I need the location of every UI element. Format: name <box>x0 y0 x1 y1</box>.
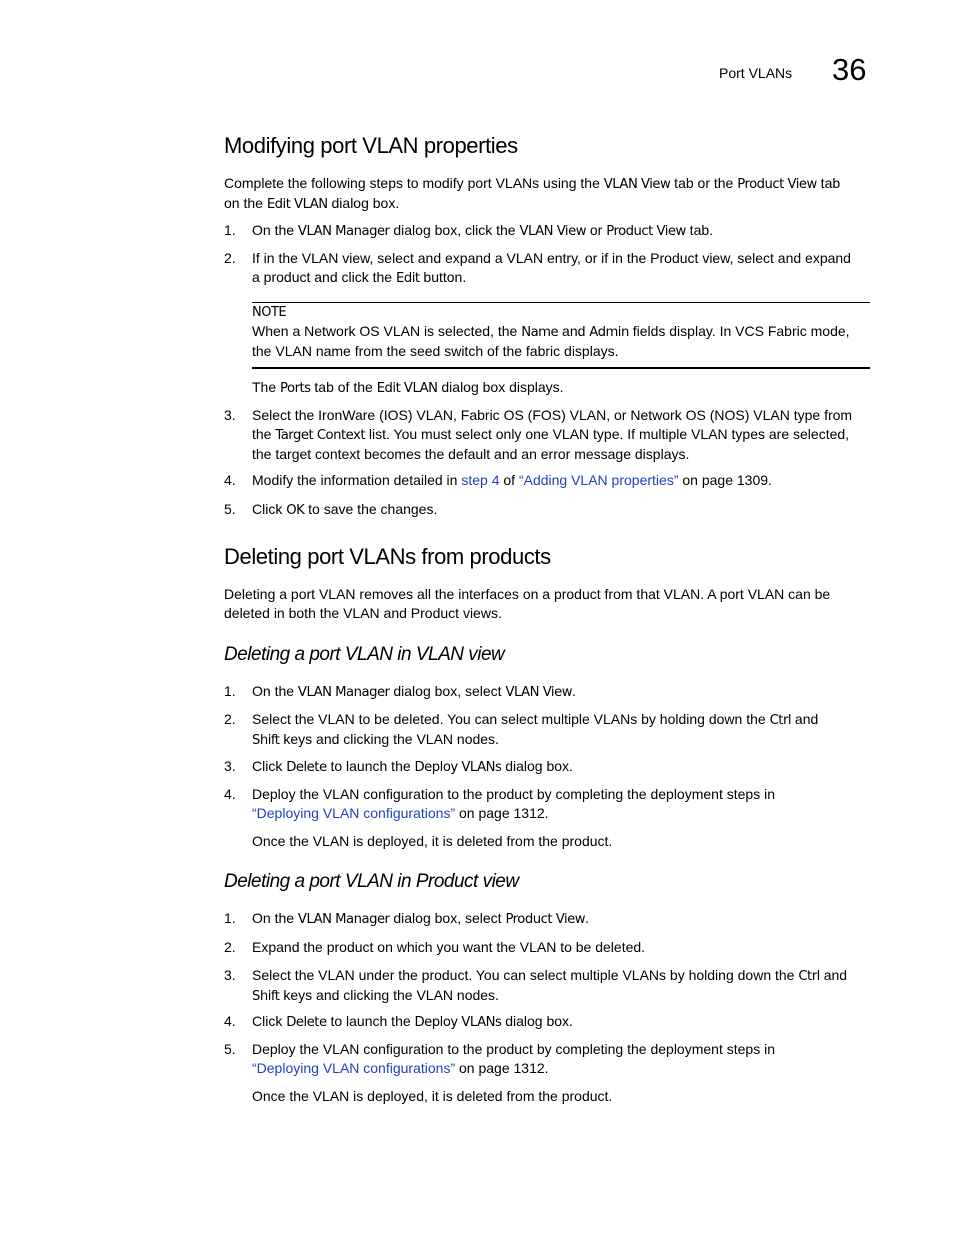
step-number: 4. <box>224 786 236 802</box>
step-text: Modify the information detailed in step 4 of “Adding VLAN properties” on page 1309. <box>252 472 772 488</box>
step-text: Select the VLAN under the product. You can select multiple VLANs by holding down the Ctrl and Shift keys and clicking the VLAN nodes. <box>252 967 848 1004</box>
section-heading-deleting: Deleting port VLANs from products <box>224 544 551 569</box>
edit-vlan-term: Edit VLAN <box>266 197 328 212</box>
step-text: Deploy the VLAN configuration to the product by completing the deployment steps in “Deploying VLAN configurations” on page 1312. <box>252 786 775 821</box>
note-label: NOTE <box>252 305 287 320</box>
step-text: Select the IronWare (IOS) VLAN, Fabric OS (FOS) VLAN, or Network OS (NOS) VLAN type from the Target Context list. You must select only one VLAN type. If multiple VLAN types are selected, the target context becomes the default and an error message displays. <box>252 407 853 462</box>
section-heading-modifying: Modifying port VLAN properties <box>224 133 518 158</box>
step-result-text: Once the VLAN is deployed, it is deleted from the product. <box>252 1088 613 1104</box>
step-text: Expand the product on which you want the VLAN to be deleted. <box>252 939 646 955</box>
step-number: 2. <box>224 939 236 955</box>
step-number: 3. <box>224 967 236 983</box>
running-header-title: Port VLANs <box>719 65 793 81</box>
note-text: When a Network OS VLAN is selected, the Name and Admin fields display. In VCS Fabric mode, the VLAN name from the seed switch of the fabric displays. <box>252 323 850 359</box>
step-result-text: The Ports tab of the Edit VLAN dialog box displays. <box>252 379 564 396</box>
step-4-link[interactable]: step 4 <box>461 472 500 488</box>
step-number: 3. <box>224 407 236 423</box>
step-number: 4. <box>224 472 236 488</box>
deploying-vlan-configurations-link[interactable]: “Deploying VLAN configurations” <box>252 805 456 821</box>
step-number: 5. <box>224 501 236 517</box>
step-text: Click Delete to launch the Deploy VLANs dialog box. <box>252 758 573 775</box>
step-number: 3. <box>224 758 236 774</box>
step-number: 2. <box>224 250 236 266</box>
step-number: 4. <box>224 1013 236 1029</box>
step-text: Click Delete to launch the Deploy VLANs dialog box. <box>252 1013 573 1030</box>
step-number: 1. <box>224 683 236 699</box>
step-text: Click OK to save the changes. <box>252 501 438 518</box>
section1-intro: Complete the following steps to modify port VLANs using the VLAN View tab or the Product View tab on the Edit VLAN dialog box. <box>224 175 841 212</box>
deploying-vlan-configurations-link[interactable]: “Deploying VLAN configurations” <box>252 1060 456 1076</box>
step-number: 1. <box>224 910 236 926</box>
step-number: 2. <box>224 711 236 727</box>
adding-vlan-properties-link[interactable]: “Adding VLAN properties” <box>518 472 679 488</box>
step-number: 1. <box>224 222 236 238</box>
step-text: On the VLAN Manager dialog box, select Product View. <box>252 910 589 927</box>
chapter-number: 36 <box>832 52 867 87</box>
subsection-heading-product-view: Deleting a port VLAN in Product view <box>224 871 519 892</box>
step-text: If in the VLAN view, select and expand a VLAN entry, or if in the Product view, select and expand a product and click the Edit button. <box>252 250 851 286</box>
step-text: Select the VLAN to be deleted. You can select multiple VLANs by holding down the Ctrl and Shift keys and clicking the VLAN nodes. <box>252 711 819 748</box>
vlan-view-term: VLAN View <box>603 177 671 192</box>
subsection-heading-vlan-view: Deleting a port VLAN in VLAN view <box>224 644 505 665</box>
step-text: On the VLAN Manager dialog box, click the VLAN View or Product View tab. <box>252 222 714 239</box>
step-number: 5. <box>224 1041 236 1057</box>
product-view-term: Product View <box>737 177 817 192</box>
step-result-text: Once the VLAN is deployed, it is deleted from the product. <box>252 833 613 849</box>
step-text: Deploy the VLAN configuration to the product by completing the deployment steps in “Deploying VLAN configurations” on page 1312. <box>252 1041 775 1076</box>
step-text: On the VLAN Manager dialog box, select VLAN View. <box>252 683 576 700</box>
section2-intro: Deleting a port VLAN removes all the interfaces on a product from that VLAN. A port VLAN can be deleted in both the VLAN and Product views. <box>224 586 831 621</box>
